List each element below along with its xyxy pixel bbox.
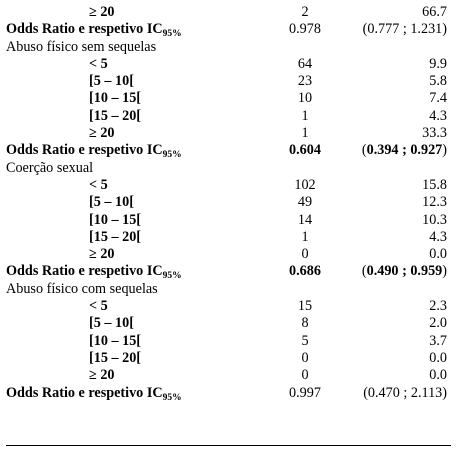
percent-value: 5.8 [429,73,447,90]
category-label [89,56,108,73]
category-label [89,333,141,350]
count-value: 64 [297,55,313,72]
category-label [89,367,115,384]
ci-bounds: 0.490 ; 0.959 [366,263,443,280]
odds-ratio-row [6,263,455,280]
percent-value: 66.7 [422,4,447,20]
count-value: 2 [301,4,309,20]
percent-value: 12.3 [422,194,447,211]
category-label [89,73,134,90]
count-value: 23 [297,73,313,90]
label-text: ≥ 20 [89,4,115,20]
table-row [6,315,455,332]
label-text: [10 – 15[ [89,332,142,349]
category-label [89,125,115,142]
section-label [6,39,156,56]
label-subscript: 95% [162,150,182,161]
label-text: [10 – 15[ [89,90,142,107]
label-text: [15 – 20[ [89,228,142,245]
table-row [6,4,455,21]
label-text: ≥ 20 [89,367,115,384]
section-label [6,281,158,298]
label-text: < 5 [89,298,108,315]
count-value: 8 [301,315,309,332]
label-text: [10 – 15[ [89,211,142,228]
label-text: [5 – 10[ [89,73,134,90]
percent-value: 9.9 [429,55,447,72]
count-value: 14 [297,211,313,228]
label-text: < 5 [89,176,108,193]
percent-value: 7.4 [429,90,447,107]
label-subscript: 95% [162,29,182,40]
count-value: 0 [301,246,309,263]
table-row [6,246,455,263]
count-value: 0 [301,367,309,384]
table-row [6,333,455,350]
table-row [6,125,455,142]
odds-ratio-row [6,142,455,159]
table-row [6,350,455,367]
percent-value: 0.0 [429,246,447,263]
label-text: Abuso físico com sequelas [6,280,158,297]
section-header-row [6,160,455,177]
table-bottom-rule [6,445,451,446]
category-label [89,90,141,107]
label-text: [5 – 10[ [89,194,134,211]
category-label [89,246,115,263]
confidence-interval-value: (0.394 ; 0.927) [361,142,447,159]
count-value: 49 [297,194,313,211]
category-label [89,194,134,211]
label-text: Odds Ratio e respetivo IC [6,263,163,280]
table-row [6,108,455,125]
label-text: Abuso físico sem sequelas [6,38,157,55]
label-text: ≥ 20 [89,125,115,142]
odds-ratio-value: 0.978 [289,21,321,38]
odds-ratio-row [6,21,455,38]
table-row [6,298,455,315]
odds-ratio-value: 0.686 [289,263,321,280]
percent-value: 10.3 [422,211,447,228]
count-value: 1 [301,107,309,124]
category-label [89,298,108,315]
percent-value: 3.7 [429,332,447,349]
table-row [6,177,455,194]
percent-value: 0.0 [429,367,447,384]
confidence-interval-value: (0.777 ; 1.231) [362,21,447,38]
count-value: 1 [301,228,309,245]
section-header-row [6,281,455,298]
category-label [89,108,141,125]
category-label [89,4,115,21]
ci-bounds: 0.394 ; 0.927 [366,142,443,159]
count-value: 0 [301,349,309,366]
odds-ratio-value: 0.604 [289,142,321,159]
percent-value: 33.3 [422,125,447,142]
confidence-interval-value: (0.490 ; 0.959) [361,263,447,280]
table-row [6,229,455,246]
table-row [6,56,455,73]
label-text: Odds Ratio e respetivo IC [6,142,163,159]
category-label [89,177,108,194]
label-text: < 5 [89,55,108,72]
label-text: [5 – 10[ [89,315,134,332]
category-label [89,212,141,229]
table-row [6,73,455,90]
count-value: 10 [297,90,313,107]
odds-ratio-row [6,385,455,402]
category-label [89,229,141,246]
section-header-row [6,39,455,56]
odds-ratio-value: 0.997 [289,384,321,401]
statistics-table [6,4,455,402]
label-subscript: 95% [162,392,182,403]
label-text: Odds Ratio e respetivo IC [6,384,163,401]
label-text: Odds Ratio e respetivo IC [6,21,163,38]
count-value: 1 [301,125,309,142]
label-text: Coerção sexual [6,159,94,176]
label-text: [15 – 20[ [89,107,142,124]
table-row [6,212,455,229]
table-row [6,367,455,384]
label-subscript: 95% [162,271,182,282]
table-row [6,194,455,211]
percent-value: 15.8 [422,176,447,193]
category-label [89,350,141,367]
label-text: ≥ 20 [89,246,115,263]
table-row [6,90,455,107]
percent-value: 2.3 [429,298,447,315]
section-label [6,160,93,177]
percent-value: 4.3 [429,228,447,245]
confidence-interval-value: (0.470 ; 2.113) [363,384,447,401]
odds-ratio-label [6,385,182,404]
percent-value: 0.0 [429,349,447,366]
percent-value: 4.3 [429,107,447,124]
percent-value: 2.0 [429,315,447,332]
count-value: 15 [297,298,313,315]
count-value: 102 [294,176,316,193]
category-label [89,315,134,332]
label-text: [15 – 20[ [89,349,142,366]
count-value: 5 [301,332,309,349]
